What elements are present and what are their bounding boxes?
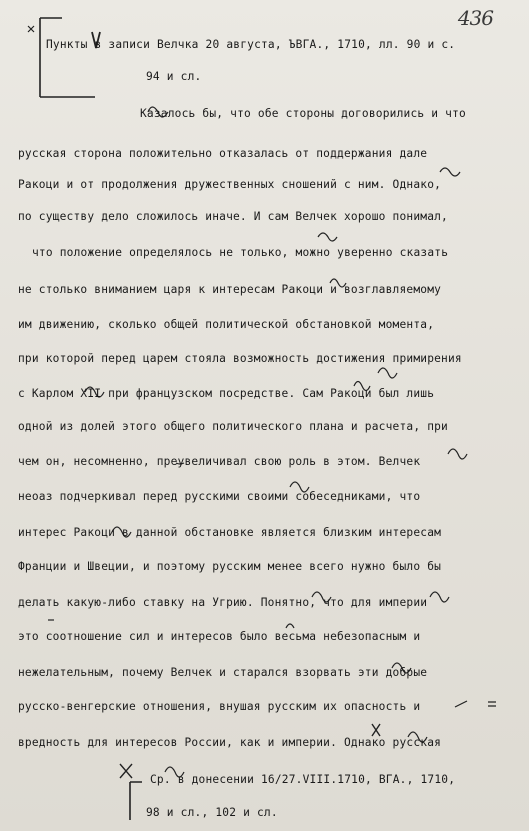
page-number: 436 (457, 6, 493, 30)
body-line: неоаз подчеркивал перед русскими своими собеседниками, что (18, 490, 421, 503)
body-line: Казалось бы, что обе стороны договорились и что (140, 107, 466, 120)
body-line: одной из долей этого общего политического плана и расчета, при (18, 420, 448, 433)
body-line: Ракоци и от продолжения дружественных сношений с ним. Однако, (18, 178, 442, 191)
footnote-line: 94 и сл. (146, 70, 202, 83)
body-line: при которой перед царем стояла возможность достижения примирения (18, 352, 462, 365)
body-line: русская сторона положительно отказалась от поддержания дале (18, 147, 428, 160)
body-line: делать какую-либо ставку на Угрию. Понятно, что для империи (18, 596, 428, 609)
body-line: вредность для интересов России, как и империи. Однако русская (18, 736, 442, 749)
body-line: чем он, несомненно, преувеличивал свою роль в этом. Велчек (18, 455, 421, 468)
body-line: не столько вниманием царя к интересам Ракоци и возглавляемому (18, 283, 442, 296)
body-line: нежелательным, почему Велчек и старался взорвать эти добрые (18, 666, 428, 679)
footnote-line: 98 и сл., 102 и сл. (146, 806, 278, 819)
body-line: интерес Ракоци в данной обстановке является близким интересам (18, 526, 442, 539)
footnote-line: Ср. в донесении 16/27.VIII.1710, ВГА., 1710, (150, 773, 456, 786)
body-line: по существу дело сложилось иначе. И сам Велчек хорошо понимал, (18, 210, 448, 223)
body-line: им движению, сколько общей политической обстановкой момента, (18, 318, 435, 331)
body-line: Франции и Швеции, и поэтому русским менее всего нужно было бы (18, 560, 442, 573)
body-line: русско-венгерские отношения, внушая русским их опасность и (18, 700, 421, 713)
footnote-line: Пункты в записи Велчка 20 августа, ЪВГА., 1710, лл. 90 и с. (46, 38, 456, 51)
body-line: с Карлом XII при французском посредстве. Сам Ракоци был лишь (18, 387, 435, 400)
body-line: что положение определялось не только, можно уверенно сказать (32, 246, 449, 259)
body-line: это соотношение сил и интересов было весьма небезопасным и (18, 630, 421, 643)
